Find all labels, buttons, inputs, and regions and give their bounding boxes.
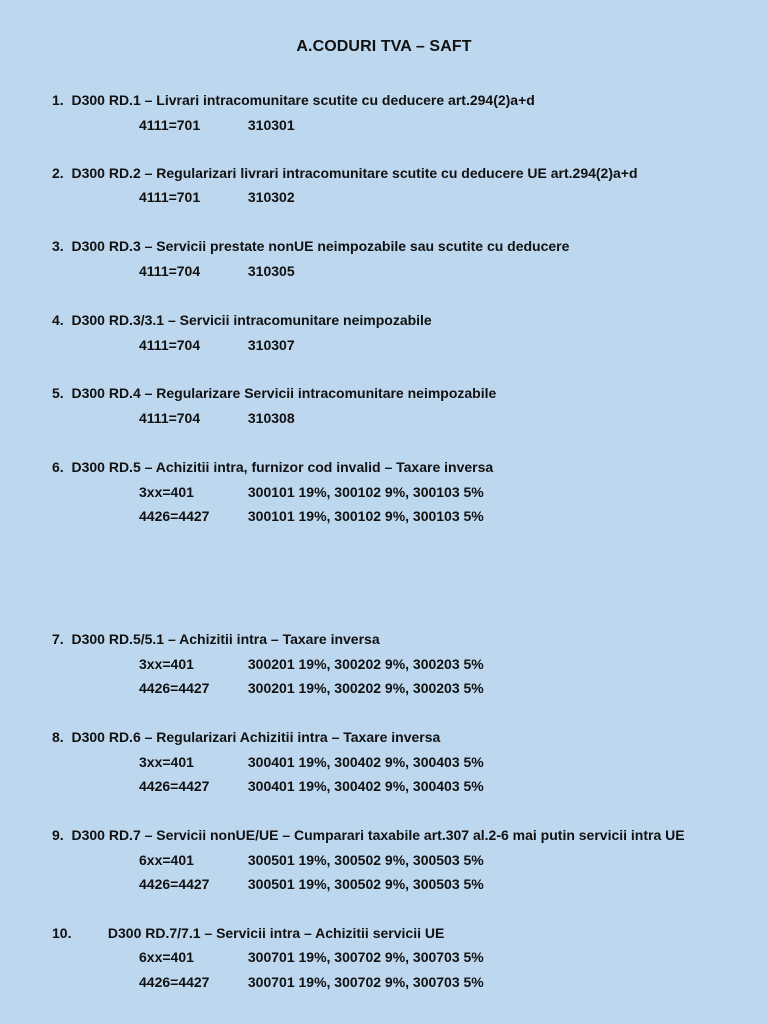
section-number: 4. xyxy=(52,312,68,328)
section-text: D300 RD.6 – Regularizari Achizitii intra – Taxare inversa xyxy=(71,729,441,745)
saft-codes: 300201 19%, 300202 9%, 300203 5% xyxy=(247,680,484,696)
code-row xyxy=(139,263,295,279)
saft-codes: 310301 xyxy=(247,117,295,133)
section-text: D300 RD.2 – Regularizari livrari intracomunitare scutite cu deducere UE art.294(2)a+d xyxy=(71,165,638,181)
section-heading xyxy=(52,729,440,745)
section-heading xyxy=(52,827,685,843)
code-row xyxy=(139,656,484,672)
section-number: 8. xyxy=(52,729,68,745)
section-number: 10. xyxy=(52,925,72,941)
code-row xyxy=(139,754,484,770)
saft-codes: 310302 xyxy=(247,189,295,205)
section-heading xyxy=(52,459,493,475)
section-text: D300 RD.5 – Achizitii intra, furnizor cod invalid – Taxare inversa xyxy=(71,459,494,475)
account-formula: 4111=704 xyxy=(139,410,201,426)
code-row xyxy=(139,189,295,205)
document-title: A.CODURI TVA – SAFT xyxy=(296,38,472,55)
section-number: 3. xyxy=(52,238,68,254)
saft-codes: 300401 19%, 300402 9%, 300403 5% xyxy=(247,754,484,770)
section-text: D300 RD.3 – Servicii prestate nonUE neimpozabile sau scutite cu deducere xyxy=(71,238,570,254)
section-heading xyxy=(52,312,432,328)
section-number: 2. xyxy=(52,165,68,181)
account-formula: 3xx=401 xyxy=(139,484,194,500)
account-formula: 3xx=401 xyxy=(139,754,194,770)
saft-codes: 300501 19%, 300502 9%, 300503 5% xyxy=(247,876,484,892)
code-row xyxy=(139,680,484,696)
section-heading xyxy=(52,385,496,401)
account-formula: 4111=704 xyxy=(139,263,201,279)
section-number: 7. xyxy=(52,631,68,647)
account-formula: 4111=701 xyxy=(139,189,201,205)
code-row xyxy=(139,876,484,892)
saft-codes: 300701 19%, 300702 9%, 300703 5% xyxy=(247,949,484,965)
section-text: D300 RD.3/3.1 – Servicii intracomunitare neimpozabile xyxy=(71,312,432,328)
section-text: D300 RD.1 – Livrari intracomunitare scutite cu deducere art.294(2)a+d xyxy=(71,92,535,108)
account-formula: 6xx=401 xyxy=(139,852,194,868)
account-formula: 3xx=401 xyxy=(139,656,194,672)
code-row xyxy=(139,117,295,133)
code-row xyxy=(139,337,295,353)
code-row xyxy=(139,484,484,500)
saft-codes: 300101 19%, 300102 9%, 300103 5% xyxy=(247,484,484,500)
section-heading xyxy=(52,165,638,181)
account-formula: 4111=704 xyxy=(139,337,201,353)
account-formula: 4426=4427 xyxy=(139,778,210,794)
saft-codes: 310305 xyxy=(247,263,295,279)
saft-codes: 300101 19%, 300102 9%, 300103 5% xyxy=(247,508,484,524)
account-formula: 4426=4427 xyxy=(139,974,210,990)
account-formula: 4426=4427 xyxy=(139,876,210,892)
section-number: 1. xyxy=(52,92,68,108)
account-formula: 4426=4427 xyxy=(139,680,210,696)
saft-codes: 300201 19%, 300202 9%, 300203 5% xyxy=(247,656,484,672)
account-formula: 6xx=401 xyxy=(139,949,194,965)
section-number: 9. xyxy=(52,827,68,843)
saft-codes: 310307 xyxy=(247,337,295,353)
code-row xyxy=(139,410,295,426)
saft-codes: 300501 19%, 300502 9%, 300503 5% xyxy=(247,852,484,868)
account-formula: 4111=701 xyxy=(139,117,201,133)
code-row xyxy=(139,508,484,524)
section-heading xyxy=(52,92,535,108)
code-row xyxy=(139,974,484,990)
saft-codes: 300401 19%, 300402 9%, 300403 5% xyxy=(247,778,484,794)
code-row xyxy=(139,949,484,965)
section-text: D300 RD.7/7.1 – Servicii intra – Achizitii servicii UE xyxy=(107,925,445,941)
account-formula: 4426=4427 xyxy=(139,508,210,524)
code-row xyxy=(139,852,484,868)
section-text: D300 RD.5/5.1 – Achizitii intra – Taxare inversa xyxy=(71,631,380,647)
section-heading xyxy=(52,631,380,647)
code-row xyxy=(139,778,484,794)
section-heading xyxy=(52,238,569,254)
section-text: D300 RD.4 – Regularizare Servicii intracomunitare neimpozabile xyxy=(71,385,497,401)
saft-codes: 300701 19%, 300702 9%, 300703 5% xyxy=(247,974,484,990)
saft-codes: 310308 xyxy=(247,410,295,426)
section-number: 6. xyxy=(52,459,68,475)
section-number: 5. xyxy=(52,385,68,401)
section-text: D300 RD.7 – Servicii nonUE/UE – Cumparari taxabile art.307 al.2-6 mai putin servicii intra UE xyxy=(71,827,685,843)
section-heading xyxy=(52,925,444,941)
